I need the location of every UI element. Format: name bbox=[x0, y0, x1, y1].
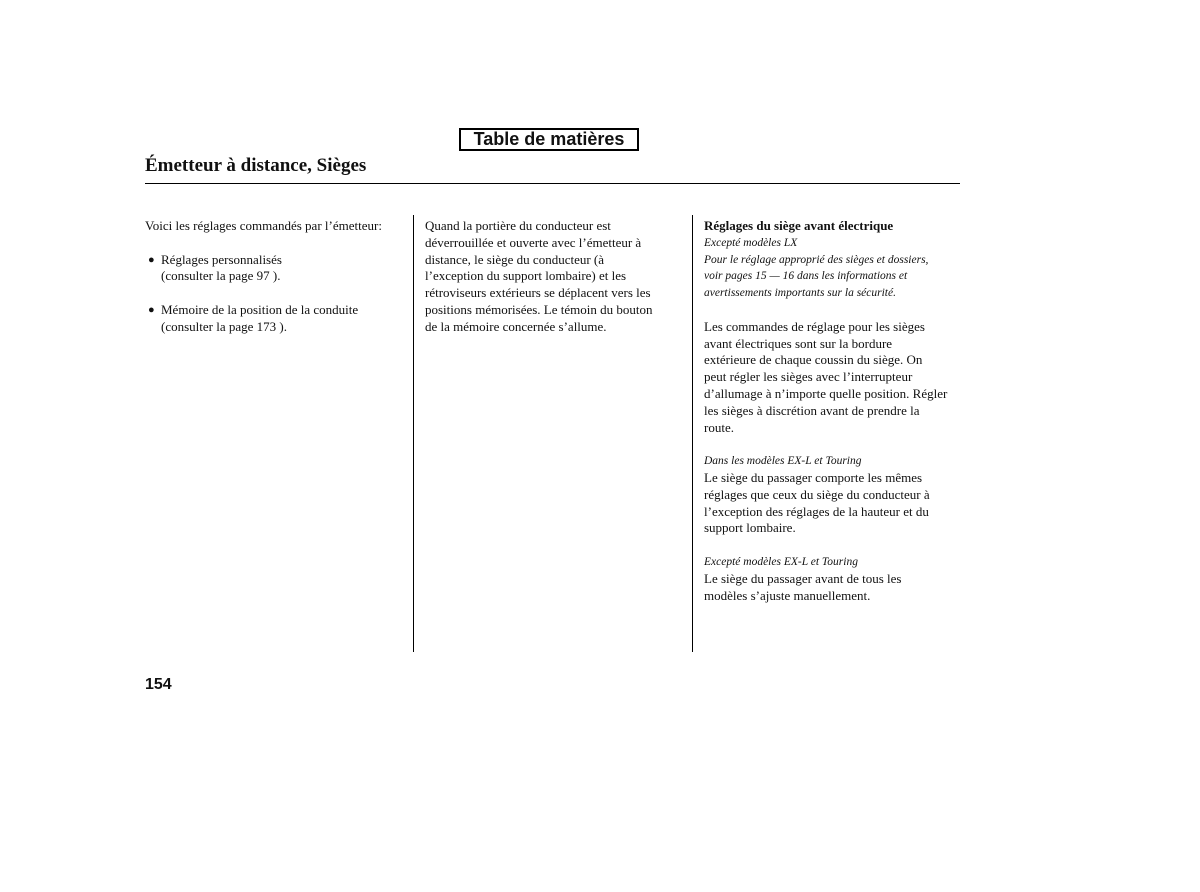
text-line: réglages que ceux du siège du conducteur à bbox=[704, 486, 930, 502]
safety-note-line: Pour le réglage approprié des sièges et dossiers, bbox=[704, 253, 929, 266]
text-line: d’allumage à n’importe quelle position. Régler bbox=[704, 385, 948, 401]
text-line: distance, le siège du conducteur (à bbox=[425, 251, 605, 267]
column-middle bbox=[425, 218, 680, 336]
text-line: support lombaire. bbox=[704, 520, 796, 536]
model-note: Excepté modèles LX bbox=[704, 236, 798, 249]
text-line: avant électriques sont sur la bordure bbox=[704, 335, 893, 351]
text-line: Le siège du passager comporte les mêmes bbox=[704, 469, 923, 485]
title-divider bbox=[145, 183, 960, 184]
text-line: Le siège du passager avant de tous les bbox=[704, 570, 902, 586]
bullet-icon: ● bbox=[148, 253, 155, 266]
text-line: peut régler les sièges avec l’interrupteur bbox=[704, 369, 913, 385]
text-line: l’exception du support lombaire) et les bbox=[425, 268, 627, 284]
column-right bbox=[704, 218, 962, 604]
text-line: les sièges à discrétion avant de prendre la bbox=[704, 402, 920, 418]
intro-text: Voici les réglages commandés par l’émetteur: bbox=[145, 218, 382, 233]
text-line: l’exception des réglages de la hauteur et du bbox=[704, 503, 929, 519]
bullet-icon: ● bbox=[148, 303, 155, 316]
list-item-ref[interactable]: (consulter la page 97 ). bbox=[161, 268, 281, 284]
section-heading: Réglages du siège avant électrique bbox=[704, 218, 894, 233]
model-subheading: Dans les modèles EX-L et Touring bbox=[704, 455, 862, 468]
text-line: extérieure de chaque coussin du siège. On bbox=[704, 352, 923, 368]
text-line: Les commandes de réglage pour les sièges bbox=[704, 318, 925, 334]
list-item bbox=[145, 252, 405, 286]
list-item-ref[interactable]: (consulter la page 173 ). bbox=[161, 318, 287, 334]
text-line: Quand la portière du conducteur est bbox=[425, 218, 611, 233]
text-line: déverrouillée et ouverte avec l’émetteur à bbox=[425, 234, 642, 250]
column-divider bbox=[413, 215, 414, 652]
list-item-label: Réglages personnalisés bbox=[161, 251, 282, 267]
page-number: 154 bbox=[145, 676, 172, 693]
text-line: modèles s’ajuste manuellement. bbox=[704, 587, 871, 603]
text-line: de la mémoire concernée s’allume. bbox=[425, 318, 607, 334]
text-line: positions mémorisées. Le témoin du bouton bbox=[425, 301, 653, 317]
text-line: route. bbox=[704, 419, 734, 435]
column-divider bbox=[692, 215, 693, 652]
model-subheading: Excepté modèles EX-L et Touring bbox=[704, 555, 858, 568]
text-line: rétroviseurs extérieurs se déplacent vers les bbox=[425, 285, 651, 301]
table-of-contents-button[interactable]: Table de matières bbox=[459, 128, 639, 151]
list-item bbox=[145, 302, 405, 336]
safety-note-line: avertissements importants sur la sécurité. bbox=[704, 287, 896, 300]
list-item-label: Mémoire de la position de la conduite bbox=[161, 301, 359, 317]
column-left bbox=[145, 218, 405, 336]
safety-note-line[interactable]: voir pages 15 — 16 dans les informations et bbox=[704, 270, 908, 283]
page-title: Émetteur à distance, Sièges bbox=[145, 155, 367, 176]
